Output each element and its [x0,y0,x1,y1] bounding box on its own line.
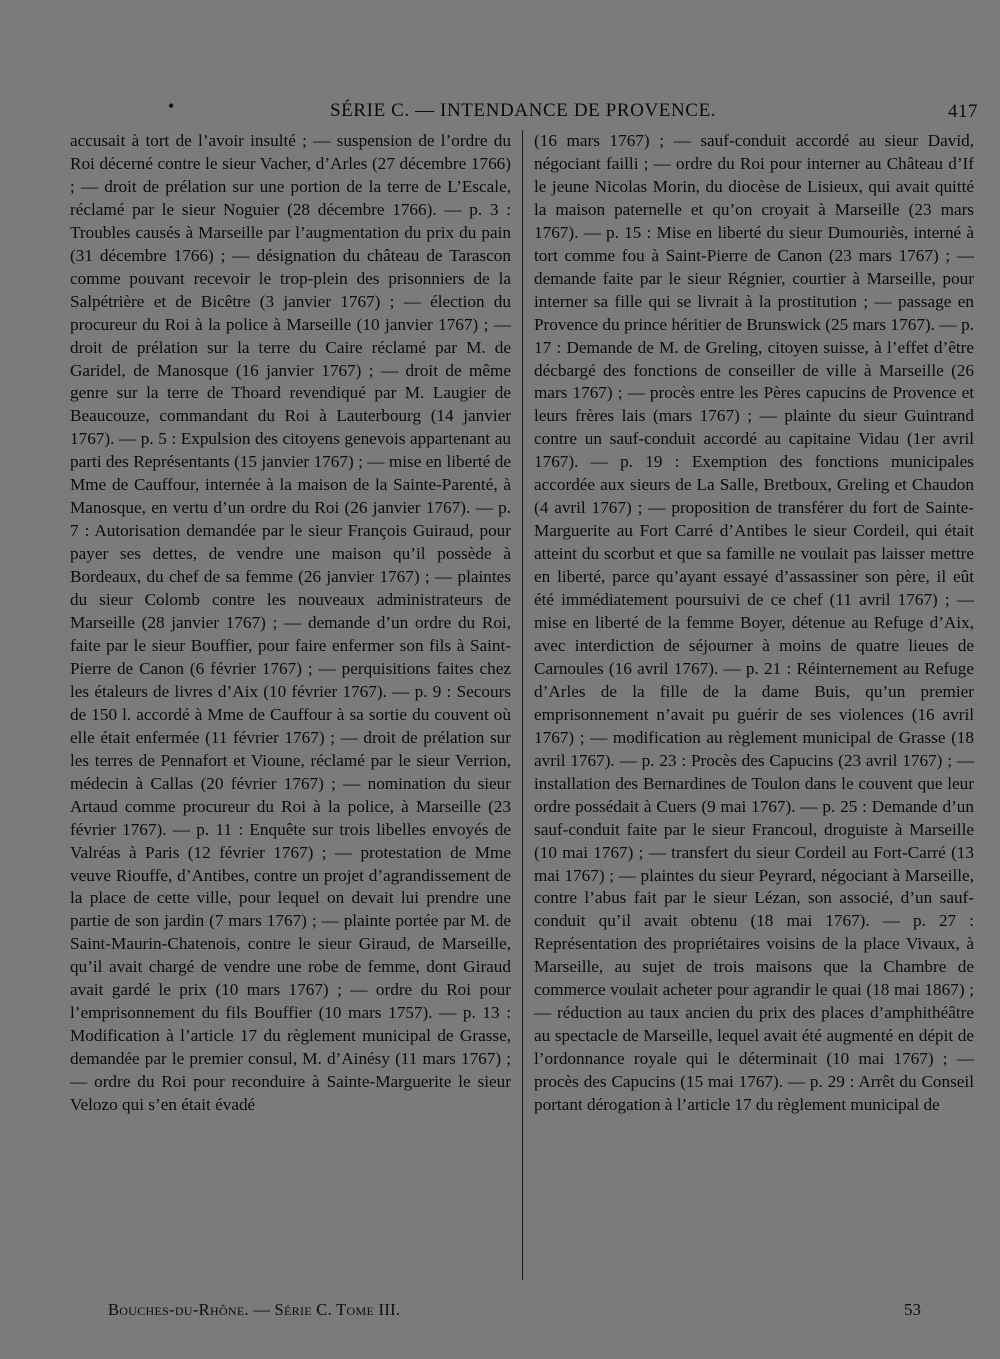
footer-sheet-number: 53 [904,1300,921,1319]
running-head: SÉRIE C. — INTENDANCE DE PROVENCE. [330,100,717,121]
header-mark: • [168,96,175,116]
right-column-text: (16 mars 1767) ; — sauf-conduit accordé au sieur David, négociant failli ; — ordre du Roi pour interner au Château d’If le jeune Nicolas Morin, du diocèse de Lisieux, qui avait quitté la maison paternelle et qu’on croyait à Marseille (23 mars 1767). — p. 15 : Mise en liberté du sieur Dumouriès, interné à tort comme fou à Saint-Pierre de Canon (23 mars 1767) ; — demande faite par le sieur Régnier, courtier à Marseille, pour interner sa fille qui se livrait à la prostitution ; — passage en Provence du prince héritier de Brunswick (25 mars 1767). — p. 17 : Demande de M. de Greling, citoyen suisse, à l’effet d’être décbargé des fonctions de conseiller de ville à Marseille (26 mars 1767) ; — procès entre les Pères capucins de Provence et leurs frères lais (mars 1767) ; — plainte du sieur Guintrand contre un sauf-conduit accordé au capitaine Vidau (1er avril 1767). — p. 19 : Exemption des fonctions municipales accordée aux sieurs de La Salle, Bretboux, Greling et Chaudon (4 avril 1767) ; — proposition de transférer du fort de Sainte-Marguerite au Fort Carré d’Antibes le sieur Cordeil, qui était atteint du scorbut et que sa famille ne voulait pas laisser mettre en liberté, parce qu’ayant essayé d’assassiner son père, il eût été immédiatement poursuivi de ce chef (11 avril 1767) ; — mise en liberté de la femme Boyer, détenue au Refuge d’Aix, avec interdiction de séjourner à moins de quatre lieues de Carnoules (16 avril 1767). — p. 21 : Réinternement au Refuge d’Arles de la fille de la dame Buis, qu’un premier emprisonnement n’avait pu guérir de ses violences (16 avril 1767) ; — modification au règlement municipal de Grasse (18 avril 1767). — p. 23 : Procès des Capucins (23 avril 1767) ; — installation des Bernardines de Toulon dans le couvent que leur ordre possédait à Cuers (9 mai 1767). — p. 25 : Demande d’un sauf-conduit faite par le sieur Francoul, droguiste à Marseille (10 mai 1767) ; — transfert du sieur Cordeil au Fort-Carré (13 mai 1767) ; — plaintes du sieur Peyrard, négociant à Marseille, contre l’abus fait par le sieur Lézan, son associé, d’un sauf-conduit qu’il avait obtenu (18 mai 1767). — p. 27 : Représentation des propriétaires voisins de la place Vivaux, à Marseille, au sujet de trois maisons que la Chambre de commerce voulait acheter pour agrandir le quai (18 mai 1867) ; — réduction au taux ancien du prix des places d’amphithéâtre au spectacle de Marseille, lequel avait été augmenté en dépit de l’ordonnance royale qui le déterminait (10 mai 1767) ; — procès des Capucins (15 mai 1767). — p. 29 : Arrêt du Conseil portant dérogation à l’article 17 du règlement municipal de [534,131,974,1115]
page-number: 417 [948,101,978,122]
left-column-text: accusait à tort de l’avoir insulté ; — suspension de l’ordre du Roi décerné contre le sieur Vacher, d’Arles (27 décembre 1766) ; — droit de prélation sur une portion de la terre de L’Escale, réclamé par le sieur Noguier (28 décembre 1766). — p. 3 : Troubles causés à Marseille par l’augmentation du prix du pain (31 décembre 1766) ; — désignation du château de Tarascon comme pouvant recevoir le trop-plein des prisonniers de la Salpétrière et de Bicêtre (3 janvier 1767) ; — élection du procureur du Roi à la police à Marseille (10 janvier 1767) ; — droit de prélation sur la terre du Caire réclamé par M. de Garidel, de Manosque (16 janvier 1767) ; — droit de même genre sur la terre de Thoard revendiqué par M. Laugier de Beaucouze, commandant du Roi à Lauterbourg (14 janvier 1767). — p. 5 : Expulsion des citoyens genevois appartenant au parti des Représentants (15 janvier 1767) ; — mise en liberté de Mme de Cauffour, internée à la maison de la Sainte-Parenté, à Manosque, en vertu d’un ordre du Roi (26 janvier 1767). — p. 7 : Autorisation demandée par le sieur François Guiraud, pour payer ses dettes, de vendre une maison qu’il possède à Bordeaux, du chef de sa femme (26 janvier 1767) ; — plaintes du sieur Colomb contre les nouveaux administrateurs de Marseille (28 janvier 1767) ; — demande d’un ordre du Roi, faite par le sieur Bouffier, pour faire enfermer son fils à Saint-Pierre de Canon (6 février 1767) ; — perquisitions faites chez les étaleurs de livres d’Aix (10 février 1767). — p. 9 : Secours de 150 l. accordé à Mme de Cauffour à sa sortie du couvent où elle était enfermée (11 février 1767) ; — droit de prélation sur les terres de Pennafort et Vioune, réclamé par le sieur Verrion, médecin à Callas (20 février 1767) ; — nomination du sieur Artaud comme procureur du Roi à la police, à Marseille (23 février 1767). — p. 11 : Enquête sur trois libelles envoyés de Valréas à Paris (12 février 1767) ; — protestation de Mme veuve Riouffe, d’Antibes, contre un projet d’agrandissement de la place de cette ville, pour lequel on devait lui prendre une partie de son jardin (7 mars 1767) ; — plainte portée par M. de Saint-Maurin-Chatenois, contre le sieur Giraud, de Marseille, qu’il avait chargé de vendre une robe de femme, dont Giraud avait gardé le prix (10 mars 1767) ; — ordre du Roi pour l’emprisonnement du fils Bouffier (10 mars 1757). — p. 13 : Modification à l’article 17 du règlement municipal de Grasse, demandée par le premier consul, M. d’Ainésy (11 mars 1767) ; — ordre du Roi pour reconduire à Sainte-Marguerite le sieur Velozo qui s’en était évadé [70,131,511,1115]
column-divider [522,130,523,1280]
footer-series-title: Bouches-du-Rhône. — Série C. Tome III. [108,1300,401,1319]
